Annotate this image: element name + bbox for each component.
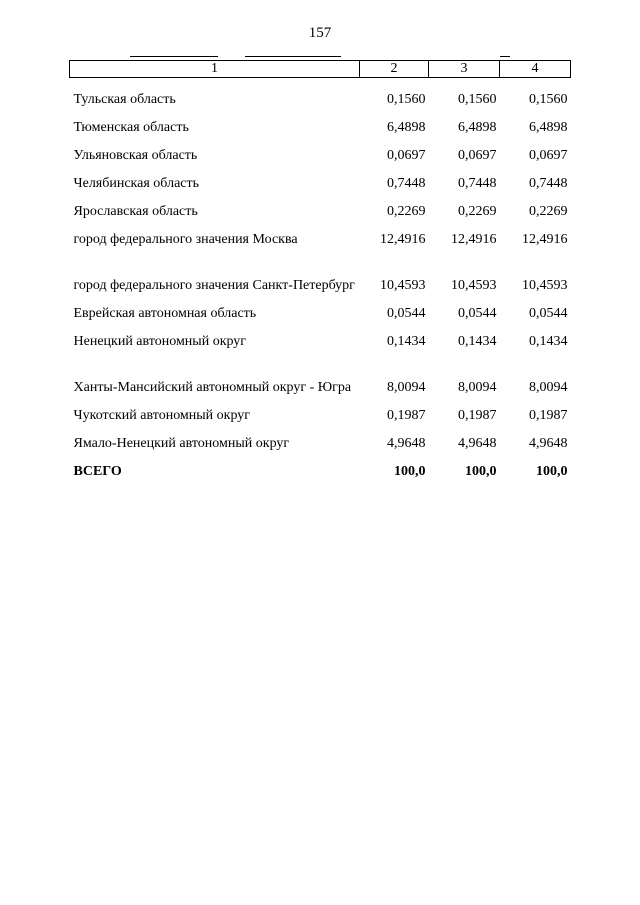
value-col-2: 0,0544 (387, 305, 426, 321)
table-row (70, 192, 571, 220)
value-col-3: 4,9648 (458, 435, 497, 451)
value-col-2: 0,1987 (387, 407, 426, 423)
total-row (70, 452, 571, 480)
value-col-3: 0,2269 (458, 203, 497, 219)
region-name: Тюменская область (73, 119, 189, 135)
column-header-2: 2 (360, 61, 429, 78)
region-name: Ханты-Мансийский автономный округ - Югра (73, 379, 352, 395)
scan-artifact-lines (0, 56, 640, 58)
region-name: Чукотский автономный округ (73, 407, 251, 423)
value-col-4: 10,4593 (522, 277, 568, 293)
value-col-3: 0,1434 (458, 333, 497, 349)
table-row (70, 136, 571, 164)
table-row (70, 78, 571, 108)
value-col-4: 0,0544 (529, 305, 568, 321)
value-col-4: 0,1560 (529, 91, 568, 107)
table-row (70, 424, 571, 452)
region-name: Челябинская область (73, 175, 199, 191)
total-col-3: 100,0 (465, 463, 497, 479)
value-col-2: 4,9648 (387, 435, 426, 451)
value-col-3: 12,4916 (451, 231, 497, 247)
region-name: город федерального значения Санкт-Петербург (73, 277, 355, 293)
value-col-2: 0,0697 (387, 147, 426, 163)
table-row (70, 164, 571, 192)
value-col-4: 0,1987 (529, 407, 568, 423)
value-col-4: 0,0697 (529, 147, 568, 163)
value-col-2: 10,4593 (380, 277, 426, 293)
region-name: Ямало-Ненецкий автономный округ (73, 435, 290, 451)
table-row (70, 322, 571, 350)
value-col-3: 0,7448 (458, 175, 497, 191)
region-name: город федерального значения Москва (73, 231, 298, 247)
column-header-3: 3 (429, 61, 500, 78)
region-name: Ульяновская область (73, 147, 198, 163)
total-col-2: 100,0 (394, 463, 426, 479)
value-col-4: 8,0094 (529, 379, 568, 395)
value-col-2: 12,4916 (380, 231, 426, 247)
table-row (70, 350, 571, 396)
value-col-3: 8,0094 (458, 379, 497, 395)
value-col-3: 0,1987 (458, 407, 497, 423)
value-col-2: 0,7448 (387, 175, 426, 191)
value-col-4: 12,4916 (522, 231, 568, 247)
value-col-2: 0,1560 (387, 91, 426, 107)
value-col-2: 0,2269 (387, 203, 426, 219)
total-col-4: 100,0 (536, 463, 568, 479)
value-col-2: 0,1434 (387, 333, 426, 349)
value-col-3: 10,4593 (451, 277, 497, 293)
column-header-1: 1 (70, 61, 360, 78)
page-number: 157 (308, 25, 332, 41)
value-col-3: 0,1560 (458, 91, 497, 107)
value-col-4: 4,9648 (529, 435, 568, 451)
value-col-4: 6,4898 (529, 119, 568, 135)
region-name: Еврейская автономная область (73, 305, 257, 321)
table-header (70, 61, 571, 78)
value-col-4: 0,1434 (529, 333, 568, 349)
table-row (70, 248, 571, 294)
value-col-4: 0,7448 (529, 175, 568, 191)
value-col-3: 0,0544 (458, 305, 497, 321)
table-row (70, 220, 571, 248)
column-header-4: 4 (500, 61, 571, 78)
table-row (70, 108, 571, 136)
header-row (70, 61, 571, 78)
value-col-2: 6,4898 (387, 119, 426, 135)
region-name: Тульская область (73, 91, 176, 107)
table-body (70, 78, 571, 480)
allocation-table (69, 60, 571, 480)
region-name: Ярославская область (73, 203, 198, 219)
total-label: ВСЕГО (73, 463, 122, 479)
value-col-2: 8,0094 (387, 379, 426, 395)
table-row (70, 396, 571, 424)
value-col-4: 0,2269 (529, 203, 568, 219)
value-col-3: 0,0697 (458, 147, 497, 163)
table-row (70, 294, 571, 322)
value-col-3: 6,4898 (458, 119, 497, 135)
region-name: Ненецкий автономный округ (73, 333, 247, 349)
